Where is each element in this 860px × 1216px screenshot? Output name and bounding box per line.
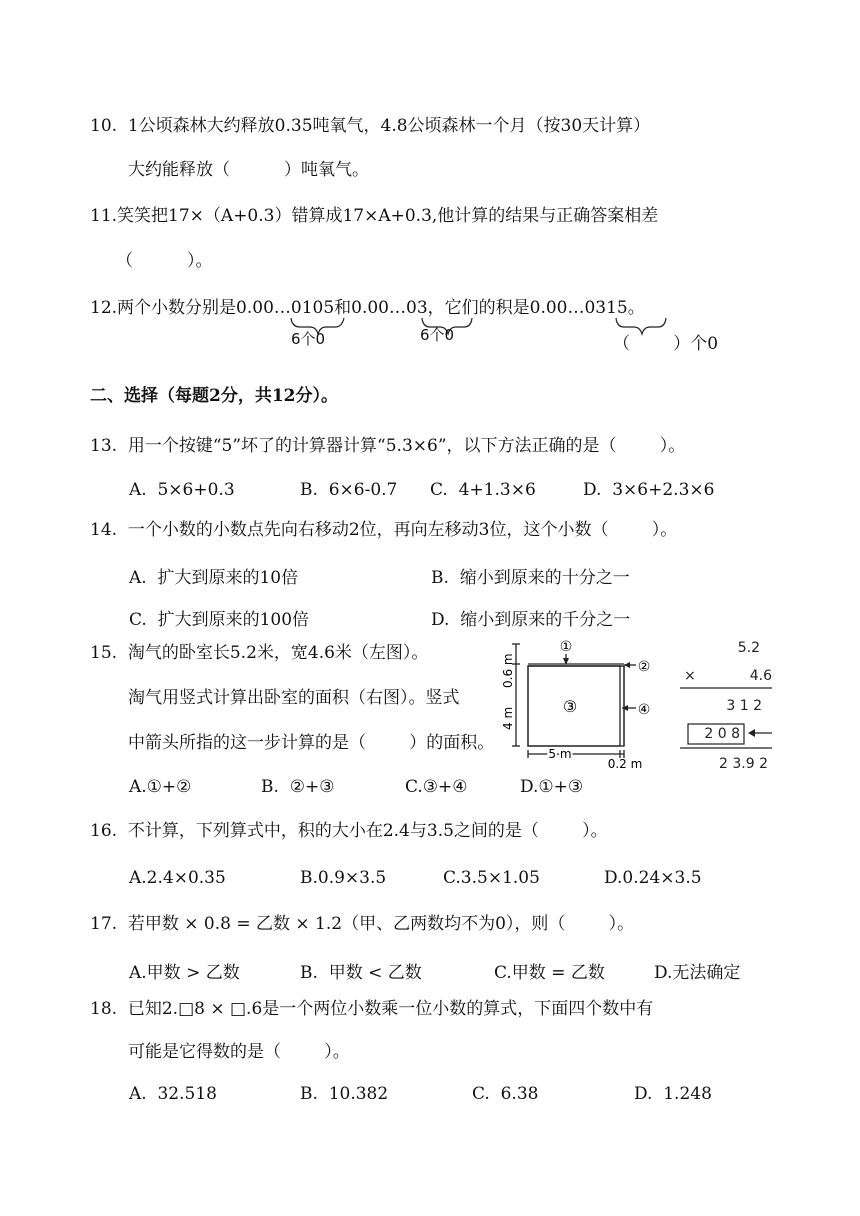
calc-row4: 2 0 8 bbox=[704, 726, 740, 742]
q11-line2: （ ）。 bbox=[116, 251, 213, 271]
q18-line1: 18. 已知2.□8 × □.6是一个两位小数乘一位小数的算式，下面四个数中有 bbox=[90, 999, 654, 1019]
q13-stem: 13. 用一个按键“5”坏了的计算器计算“5.3×6”，以下方法正确的是（ ）。 bbox=[90, 436, 686, 456]
q16-option-b[interactable]: B.0.9×3.5 bbox=[300, 868, 387, 888]
q13-option-b[interactable]: B. 6×6-0.7 bbox=[300, 480, 398, 500]
region-3-label: ③ bbox=[562, 697, 578, 716]
q18-option-d[interactable]: D. 1.248 bbox=[634, 1084, 712, 1104]
q13-option-a[interactable]: A. 5×6+0.3 bbox=[129, 480, 235, 500]
q18-option-b[interactable]: B. 10.382 bbox=[300, 1084, 389, 1104]
q15-line2: 淘气用竖式计算出卧室的面积（右图）。竖式 bbox=[128, 688, 460, 708]
calc-arrow-head bbox=[748, 729, 755, 737]
q12-brace-label-1: 6个0 bbox=[291, 330, 326, 348]
q17-stem: 17. 若甲数 × 0.8 = 乙数 × 1.2（甲、乙两数均不为0），则（ ）。 bbox=[90, 914, 635, 934]
q11-line1: 11.笑笑把17×（A+0.3）错算成17×A+0.3,他计算的结果与正确答案相差 bbox=[90, 206, 659, 226]
q13-option-d[interactable]: D. 3×6+2.3×6 bbox=[583, 480, 715, 500]
q14-option-c[interactable]: C. 扩大到原来的100倍 bbox=[129, 610, 310, 630]
calc-row3: 3 1 2 bbox=[726, 698, 762, 714]
q12-braces bbox=[0, 314, 860, 374]
q14-option-b[interactable]: B. 缩小到原来的十分之一 bbox=[431, 568, 630, 588]
q12-line1: 12.两个小数分别是0.00…0105和0.00…03，它们的积是0.00…0315。 bbox=[90, 298, 645, 318]
section-title: 二、选择（每题2分，共12分）。 bbox=[90, 386, 338, 406]
region-2-label: ② bbox=[637, 659, 651, 675]
q12-blank-label: （ ）个0 bbox=[613, 334, 719, 354]
q15-line1: 15. 淘气的卧室长5.2米，宽4.6米（左图）。 bbox=[90, 643, 429, 663]
q15-option-b[interactable]: B. ②+③ bbox=[261, 777, 335, 797]
region-1-label: ① bbox=[559, 639, 573, 655]
region-4-label: ④ bbox=[637, 702, 651, 718]
q12-brace-label-2: 6个0 bbox=[420, 326, 455, 344]
q14-stem: 14. 一个小数的小数点先向右移动2位，再向左移动3位，这个小数（ ）。 bbox=[90, 520, 678, 540]
q18-option-c[interactable]: C. 6.38 bbox=[472, 1084, 539, 1104]
calc-row5: 2 3.9 2 bbox=[719, 756, 768, 772]
q16-option-a[interactable]: A.2.4×0.35 bbox=[129, 868, 226, 888]
calc-row1: 5.2 bbox=[737, 640, 760, 656]
q18-line2: 可能是它得数的是（ ）。 bbox=[128, 1042, 350, 1062]
q10-line1: 10. 1公顷森林大约释放0.35吨氧气，4.8公顷森林一个月（按30天计算） bbox=[90, 116, 651, 136]
q16-option-c[interactable]: C.3.5×1.05 bbox=[443, 868, 540, 888]
label-0.2m: 0.2 m bbox=[607, 757, 643, 771]
q15-line3: 中箭头所指的这一步计算的是（ ）的面积。 bbox=[128, 733, 495, 753]
q17-option-d[interactable]: D.无法确定 bbox=[654, 963, 741, 983]
q17-option-a[interactable]: A.甲数 > 乙数 bbox=[129, 963, 240, 983]
q14-option-a[interactable]: A. 扩大到原来的10倍 bbox=[129, 568, 299, 588]
q18-option-a[interactable]: A. 32.518 bbox=[129, 1084, 217, 1104]
room-diagram bbox=[498, 636, 678, 776]
q17-option-b[interactable]: B. 甲数 < 乙数 bbox=[300, 963, 422, 983]
calc-op: × bbox=[684, 668, 696, 684]
label-5m: 5 m bbox=[548, 747, 572, 761]
calc-row2: 4.6 bbox=[749, 668, 772, 684]
label-4m: 4 m bbox=[501, 706, 515, 730]
q15-option-d[interactable]: D.①+③ bbox=[520, 777, 584, 797]
q15-option-a[interactable]: A.①+② bbox=[129, 777, 192, 797]
q10-line2: 大约能释放（ ）吨氧气。 bbox=[128, 160, 370, 180]
q16-option-d[interactable]: D.0.24×3.5 bbox=[604, 868, 702, 888]
vertical-calculation bbox=[676, 636, 786, 776]
q17-option-c[interactable]: C.甲数 = 乙数 bbox=[494, 963, 605, 983]
brace-3 bbox=[616, 318, 666, 334]
q13-option-c[interactable]: C. 4+1.3×6 bbox=[430, 480, 536, 500]
q14-option-d[interactable]: D. 缩小到原来的千分之一 bbox=[431, 610, 631, 630]
label-0.6m: 0.6 m bbox=[501, 653, 515, 688]
q15-option-c[interactable]: C.③+④ bbox=[405, 777, 468, 797]
q16-stem: 16. 不计算，下列算式中，积的大小在2.4与3.5之间的是（ ）。 bbox=[90, 821, 608, 841]
